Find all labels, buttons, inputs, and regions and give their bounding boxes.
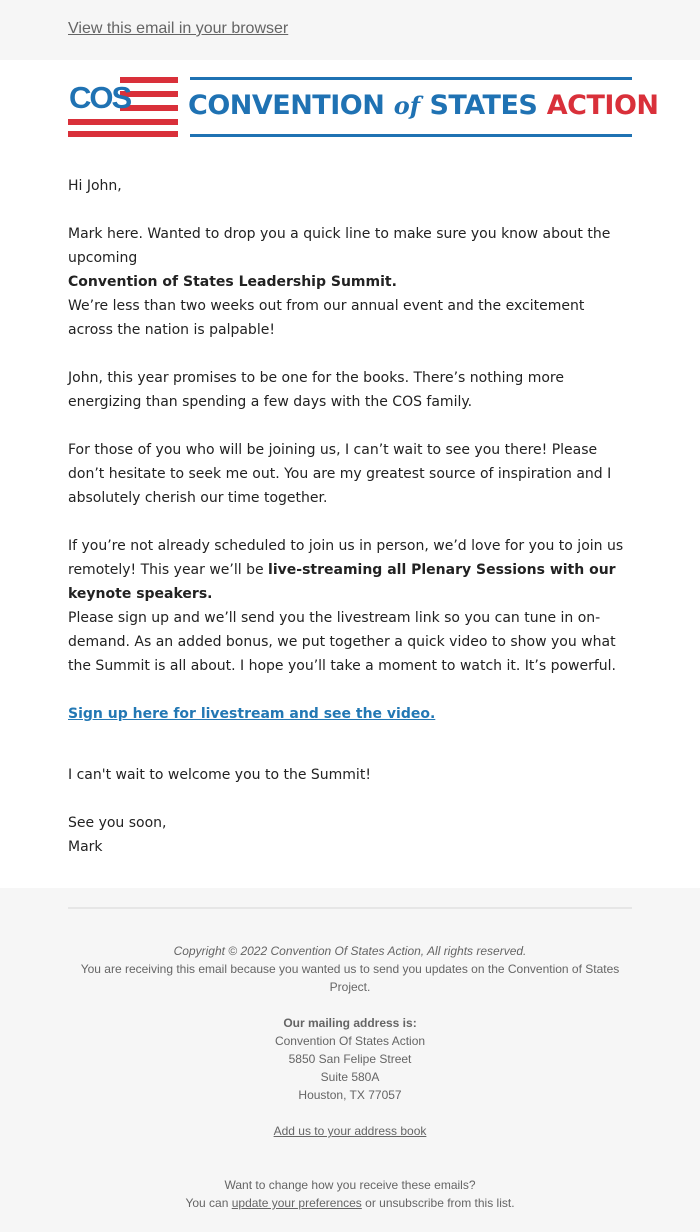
logo-wordmark xyxy=(188,86,659,126)
header xyxy=(0,60,700,160)
paragraph-3: John, this year promises to be one for the books. There’s nothing more energizing than spending a few days with the COS family. xyxy=(68,370,564,410)
footer xyxy=(0,888,700,1232)
logo-top-line xyxy=(190,77,632,80)
greeting: Hi John, xyxy=(68,178,122,194)
address-line: 5850 San Felipe Street xyxy=(288,1052,412,1066)
address-line: Convention Of States Action xyxy=(274,1034,426,1048)
cos-flag-logo xyxy=(68,77,178,137)
signature: Mark xyxy=(68,839,103,855)
paragraph-5 xyxy=(68,534,634,606)
mailing-address-heading: Our mailing address is: xyxy=(283,1016,417,1030)
logo-word-of: of xyxy=(393,91,421,120)
paragraph-2: We’re less than two weeks out from our annual event and the excitement across the nation is palpable! xyxy=(68,298,585,338)
subscription-reason: You are receiving this email because you wanted us to send you updates on the Convention of States Project. xyxy=(80,962,620,994)
paragraph-6: Please sign up and we’ll send you the livestream link so you can tune in on-demand. As an added bonus, we put together a quick video to show you what the Summit is all about. I hope you’ll take a moment to watch it. It’s powerful. xyxy=(68,610,616,674)
flag-stripe xyxy=(68,131,178,137)
preferences-prefix: You can xyxy=(185,1196,229,1210)
add-to-address-book-link[interactable]: Add us to your address book xyxy=(273,1124,427,1138)
paragraph-1-text: Mark here. Wanted to drop you a quick line to make sure you know about the upcoming xyxy=(68,226,611,266)
logo-bottom-line xyxy=(190,134,632,137)
top-bar xyxy=(0,0,700,60)
paragraph-4: For those of you who will be joining us, I can’t wait to see you there! Please don’t hesitate to seek me out. You are my greatest source of inspiration and I absolutely cherish our time together. xyxy=(68,442,612,506)
logo-word-action: ACTION xyxy=(546,90,659,121)
preferences-line xyxy=(68,1194,632,1212)
update-preferences-link[interactable]: update your preferences xyxy=(231,1196,362,1210)
paragraph-1 xyxy=(68,222,634,294)
logo-word-states: STATES xyxy=(429,90,538,121)
footer-divider xyxy=(68,907,632,909)
sign-off: See you soon, xyxy=(68,815,167,831)
copyright-text: Copyright © 2022 Convention Of States Action, All rights reserved. xyxy=(173,944,527,958)
paragraph-7: I can't wait to welcome you to the Summit! xyxy=(68,767,371,783)
address-line: Suite 580A xyxy=(320,1070,380,1084)
view-in-browser-link[interactable]: View this email in your browser xyxy=(68,20,289,37)
logo-cos-text: COS xyxy=(69,80,131,115)
change-emails-question: Want to change how you receive these emails? xyxy=(224,1178,476,1192)
livestream-signup-link[interactable]: Sign up here for livestream and see the video. xyxy=(68,706,436,722)
preferences-suffix: or unsubscribe from this list. xyxy=(365,1196,515,1210)
flag-stripe xyxy=(68,119,178,125)
paragraph-5-text: If you’re not already scheduled to join us in person, we’d love for you to join us remotely! This year we’ll be xyxy=(68,538,624,578)
summit-name: Convention of States Leadership Summit. xyxy=(68,274,397,290)
livestream-highlight: live-streaming all Plenary Sessions with our keynote speakers. xyxy=(68,562,616,602)
address-line: Houston, TX 77057 xyxy=(298,1088,402,1102)
logo-word-convention: CONVENTION xyxy=(188,90,385,121)
